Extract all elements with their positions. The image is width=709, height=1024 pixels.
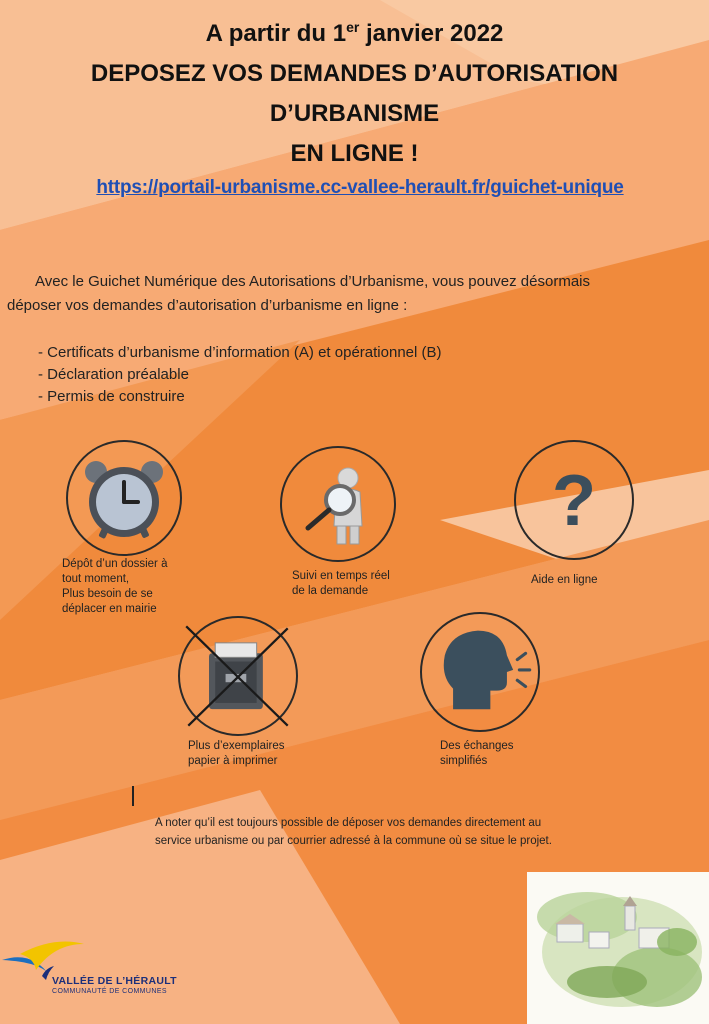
file-cabinet-crossed-icon [180,618,296,734]
search-caption [292,569,390,599]
caption-line: tout moment, [62,573,130,585]
title-line-4: EN LIGNE ! [290,140,419,167]
title-line-2: DEPOSEZ VOS DEMANDES D’AUTORISATION [90,60,619,87]
magnifier-person-icon [282,448,394,560]
speaking-head-icon [422,614,538,730]
village-illustration [527,872,709,1024]
note-line-2: service urbanisme ou par courrier adressé à la commune où se situe le projet. [155,835,552,847]
alarm-clock-icon [68,442,180,554]
list-item: - Certificats d’urbanisme d’information (A) et opérationnel (B) [38,344,442,361]
page-title [0,18,709,49]
caption-line: Dépôt d’un dossier à [62,558,168,570]
intro-line-2: déposer vos demandes d’autorisation d’urbanisme en ligne : [7,297,408,314]
help-feature-circle [514,440,634,560]
paper-feature-circle [178,616,298,736]
portal-link[interactable]: https://portail-urbanisme.cc-vallee-herault.fr/guichet-unique [96,177,624,198]
paper-caption [188,739,285,769]
list-item: - Permis de construire [38,388,185,405]
caption-line: déplacer en mairie [62,603,157,615]
title-date-prefix: A partir du 1 [205,20,347,47]
title-date-suffix: janvier 2022 [359,20,504,47]
caption-line: Plus d’exemplaires [188,740,285,752]
caption-line: Aide en ligne [531,574,598,586]
logo-name: VALLÉE DE L’HÉRAULT [52,975,177,987]
caption-line: papier à imprimer [188,755,278,767]
note-marker [132,786,134,806]
clock-caption [62,557,167,617]
clock-feature-circle [66,440,182,556]
list-item: - Déclaration préalable [38,366,189,383]
intro-paragraph [7,270,697,318]
caption-line: simplifiés [440,755,488,767]
intro-line-1: Avec le Guichet Numérique des Autorisations d’Urbanisme, vous pouvez désormais [35,273,590,290]
title-date-sup: er [346,19,360,35]
caption-line: Suivi en temps réel [292,570,390,582]
search-feature-circle [280,446,396,562]
note-paragraph [155,814,552,850]
svg-text:?: ? [551,459,597,541]
question-mark-icon [516,442,632,558]
caption-line: de la demande [292,585,369,597]
talk-feature-circle [420,612,540,732]
talk-caption [440,739,514,769]
logo-subtitle: COMMUNAUTÉ DE COMMUNES [52,988,167,995]
help-caption [531,573,598,588]
caption-line: Plus besoin de se [62,588,153,600]
request-types-list [38,342,442,408]
note-line-1: A noter qu’il est toujours possible de déposer vos demandes directement au [155,817,542,829]
title-line-3: D’URBANISME [269,100,440,127]
caption-line: Des échanges [440,740,514,752]
